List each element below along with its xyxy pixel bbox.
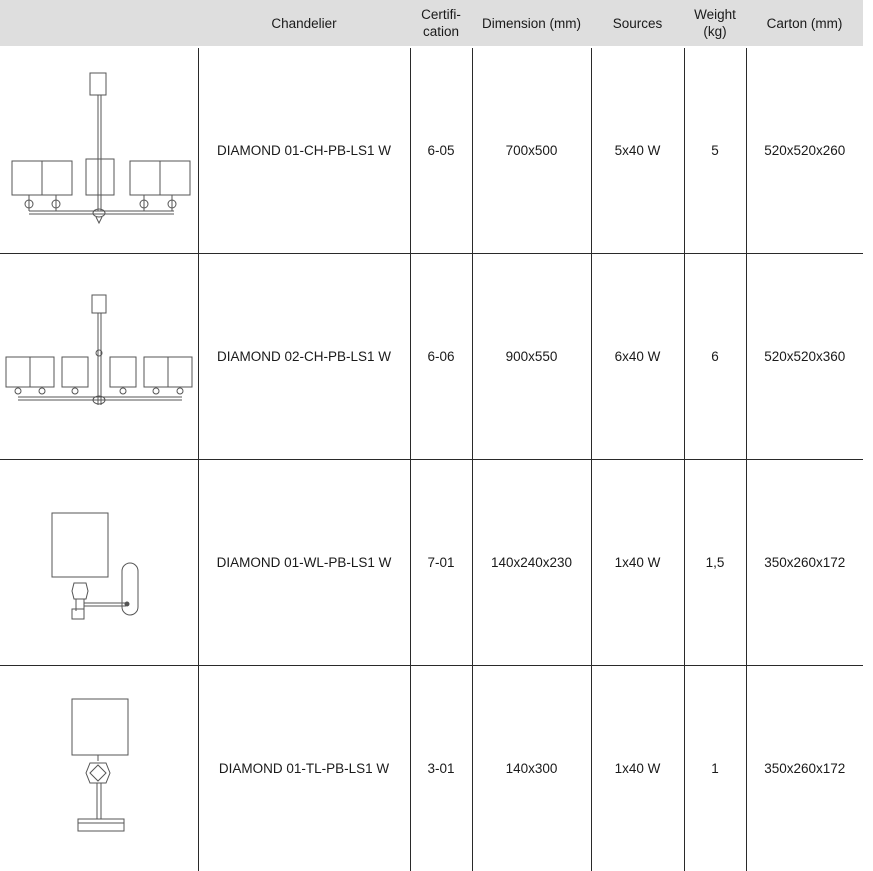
chandelier-6-arm-icon xyxy=(4,257,194,457)
certification-cell: 3-01 xyxy=(410,666,472,871)
header-certification xyxy=(410,0,472,47)
weight-cell: 5 xyxy=(684,47,746,254)
model-cell: DIAMOND 02-CH-PB-LS1 W xyxy=(198,254,410,460)
weight-cell: 6 xyxy=(684,254,746,460)
dimension-cell: 140x300 xyxy=(472,666,591,871)
product-image-cell xyxy=(0,460,198,666)
table-lamp-icon xyxy=(4,669,194,869)
sources-cell: 1x40 W xyxy=(591,666,684,871)
certification-cell: 6-06 xyxy=(410,254,472,460)
sources-cell: 5x40 W xyxy=(591,47,684,254)
table-row xyxy=(0,47,863,254)
carton-cell: 520x520x260 xyxy=(746,47,863,254)
sources-cell: 6x40 W xyxy=(591,254,684,460)
header-certification-text: Certifi- cation xyxy=(421,7,461,39)
product-image-cell xyxy=(0,254,198,460)
certification-cell: 7-01 xyxy=(410,460,472,666)
table-row xyxy=(0,460,863,666)
header-dimension: Dimension (mm) xyxy=(472,0,591,47)
header-image-blank xyxy=(0,0,198,47)
chandelier-5-arm-icon xyxy=(4,51,194,251)
carton-cell: 520x520x360 xyxy=(746,254,863,460)
model-cell: DIAMOND 01-TL-PB-LS1 W xyxy=(198,666,410,871)
header-carton: Carton (mm) xyxy=(746,0,863,47)
carton-cell: 350x260x172 xyxy=(746,666,863,871)
dimension-cell: 700x500 xyxy=(472,47,591,254)
table-row xyxy=(0,666,863,871)
header-row xyxy=(0,0,863,47)
header-weight-text: Weight (kg) xyxy=(694,7,736,39)
dimension-cell: 140x240x230 xyxy=(472,460,591,666)
carton-cell: 350x260x172 xyxy=(746,460,863,666)
header-chandelier: Chandelier xyxy=(198,0,410,47)
product-image-cell xyxy=(0,666,198,871)
header-weight xyxy=(684,0,746,47)
wall-lamp-icon xyxy=(4,463,194,663)
weight-cell: 1 xyxy=(684,666,746,871)
model-cell: DIAMOND 01-WL-PB-LS1 W xyxy=(198,460,410,666)
header-sources: Sources xyxy=(591,0,684,47)
table-row xyxy=(0,254,863,460)
product-image-cell xyxy=(0,47,198,254)
sources-cell: 1x40 W xyxy=(591,460,684,666)
weight-cell: 1,5 xyxy=(684,460,746,666)
dimension-cell: 900x550 xyxy=(472,254,591,460)
model-cell: DIAMOND 01-CH-PB-LS1 W xyxy=(198,47,410,254)
certification-cell: 6-05 xyxy=(410,47,472,254)
